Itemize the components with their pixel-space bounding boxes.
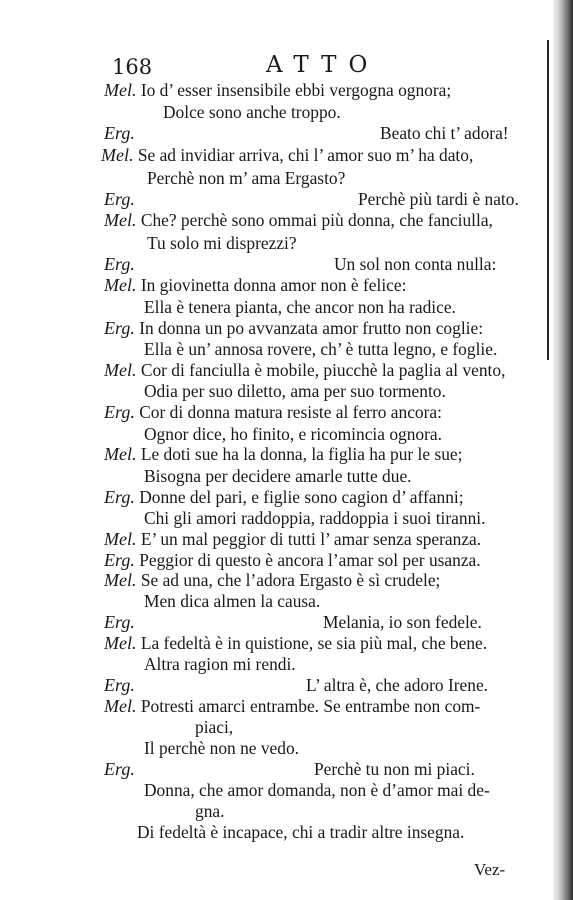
running-title: ATTO — [266, 52, 380, 78]
line-text: Il perchè non ne vedo. — [144, 738, 300, 758]
speaker-label: Erg. — [104, 123, 135, 143]
dialogue-line — [104, 444, 462, 464]
speaker-label: Mel. — [104, 80, 137, 100]
dialogue-line — [144, 780, 490, 800]
line-text: Odia per suo diletto, ama per suo tormento. — [144, 381, 446, 401]
dialogue-line — [104, 550, 481, 570]
speaker-label: Mel. — [104, 444, 137, 464]
dialogue-line — [104, 360, 505, 380]
dialogue-line — [104, 529, 481, 549]
speaker-label: Erg. — [104, 402, 135, 422]
line-text: L’ altra è, che adoro Irene. — [306, 675, 489, 695]
speaker-label: Erg. — [104, 612, 135, 632]
dialogue-line — [147, 168, 345, 188]
dialogue-line — [104, 318, 483, 338]
line-text: Di fedeltà è incapace, chi a tradir altre insegna. — [137, 822, 465, 842]
line-text: Io d’ esser insensibile ebbi vergogna ognora; — [140, 80, 452, 100]
line-text: Se ad invidiar arriva, chi l’ amor suo m’ ha dato, — [137, 145, 474, 165]
line-text: Se ad una, che l’adora Ergasto è sì crudele; — [140, 570, 441, 590]
speaker-label: Erg. — [104, 759, 135, 779]
dialogue-line — [144, 508, 485, 528]
line-text: Dolce sono anche troppo. — [163, 102, 341, 122]
dialogue-line — [104, 189, 519, 209]
catchword: Vez- — [474, 860, 506, 879]
line-text: gna. — [195, 801, 225, 821]
dialogue-line — [144, 381, 446, 401]
line-text: Donne del pari, e figlie sono cagion d’ affanni; — [139, 487, 464, 507]
dialogue-line — [104, 633, 487, 653]
line-text: Donna, che amor domanda, non è d’amor mai de- — [144, 780, 490, 800]
dialogue-line — [104, 254, 497, 274]
dialogue-line — [104, 80, 451, 100]
dialogue-line — [144, 654, 296, 674]
line-text: Peggior di questo è ancora l’amar sol per usanza. — [139, 550, 481, 570]
dialogue-line — [137, 822, 464, 842]
line-text: Perchè non m’ ama Ergasto? — [147, 168, 346, 188]
line-text: Cor di donna matura resiste al ferro ancora: — [139, 402, 442, 422]
line-text: Melania, io son fedele. — [323, 612, 482, 632]
speaker-label: Erg. — [104, 675, 135, 695]
line-text: Ella è un’ annosa rovere, ch’ è tutta legno, e foglie. — [144, 339, 498, 359]
dialogue-line — [104, 275, 406, 295]
speaker-label: Mel. — [104, 529, 137, 549]
speaker-label: Mel. — [101, 145, 134, 165]
speaker-label: Erg. — [104, 550, 135, 570]
speaker-label: Mel. — [104, 275, 137, 295]
dialogue-line — [104, 570, 440, 590]
dialogue-line — [104, 612, 482, 632]
line-text: piaci, — [195, 717, 234, 737]
line-text: In giovinetta donna amor non è felice: — [140, 275, 407, 295]
line-text: Altra ragion mi rendi. — [144, 654, 296, 674]
line-text: Tu solo mi disprezzi? — [147, 233, 297, 253]
line-text: Le doti sue ha la donna, la figlia ha pur le sue; — [140, 444, 463, 464]
line-text: Un sol non conta nulla: — [334, 254, 497, 274]
binding-edge — [553, 0, 573, 900]
line-text: Perchè più tardi è nato. — [358, 189, 519, 209]
dialogue-line — [104, 123, 509, 143]
dialogue-line — [104, 696, 480, 716]
line-text: La fedeltà è in quistione, se sia più mal, che bene. — [140, 633, 488, 653]
line-text: Men dica almen la causa. — [144, 591, 321, 611]
speaker-label: Erg. — [104, 189, 135, 209]
line-text: E’ un mal peggior di tutti l’ amar senza speranza. — [140, 529, 482, 549]
speaker-label: Erg. — [104, 254, 135, 274]
speaker-label: Mel. — [104, 696, 137, 716]
line-text: Che? perchè sono ommai più donna, che fanciulla, — [140, 210, 493, 230]
page-edge-line — [547, 40, 549, 360]
dialogue-line — [104, 675, 489, 695]
dialogue-line — [195, 801, 224, 821]
dialogue-line — [104, 402, 442, 422]
line-text: Chi gli amori raddoppia, raddoppia i suoi tiranni. — [144, 508, 486, 528]
line-text: Ognor dice, ho finito, e ricomincia ognora. — [144, 424, 442, 444]
line-text: Ella è tenera pianta, che ancor non ha radice. — [144, 297, 456, 317]
speaker-label: Erg. — [104, 318, 135, 338]
line-text: Bisogna per decidere amarle tutte due. — [144, 466, 412, 486]
page-number: 168 — [112, 55, 153, 79]
dialogue-line — [144, 738, 299, 758]
line-text: Potresti amarci entrambe. Se entrambe non com- — [140, 696, 481, 716]
dialogue-line — [144, 591, 320, 611]
speaker-label: Mel. — [104, 633, 137, 653]
dialogue-line — [104, 487, 464, 507]
dialogue-line — [144, 466, 412, 486]
line-text: In donna un po avvanzata amor frutto non coglie: — [139, 318, 484, 338]
dialogue-line — [144, 297, 456, 317]
dialogue-line — [144, 424, 442, 444]
speaker-label: Mel. — [104, 210, 137, 230]
speaker-label: Mel. — [104, 570, 137, 590]
line-text: Cor di fanciulla è mobile, piucchè la paglia al vento, — [140, 360, 506, 380]
speaker-label: Mel. — [104, 360, 137, 380]
dialogue-line — [104, 210, 493, 230]
line-text: Perchè tu non mi piaci. — [314, 759, 475, 779]
dialogue-line — [101, 145, 473, 165]
dialogue-line — [163, 102, 341, 122]
line-text: Beato chi t’ adora! — [380, 123, 509, 143]
dialogue-line — [104, 759, 475, 779]
dialogue-line — [144, 339, 497, 359]
dialogue-line — [147, 233, 297, 253]
dialogue-line — [195, 717, 233, 737]
speaker-label: Erg. — [104, 487, 135, 507]
